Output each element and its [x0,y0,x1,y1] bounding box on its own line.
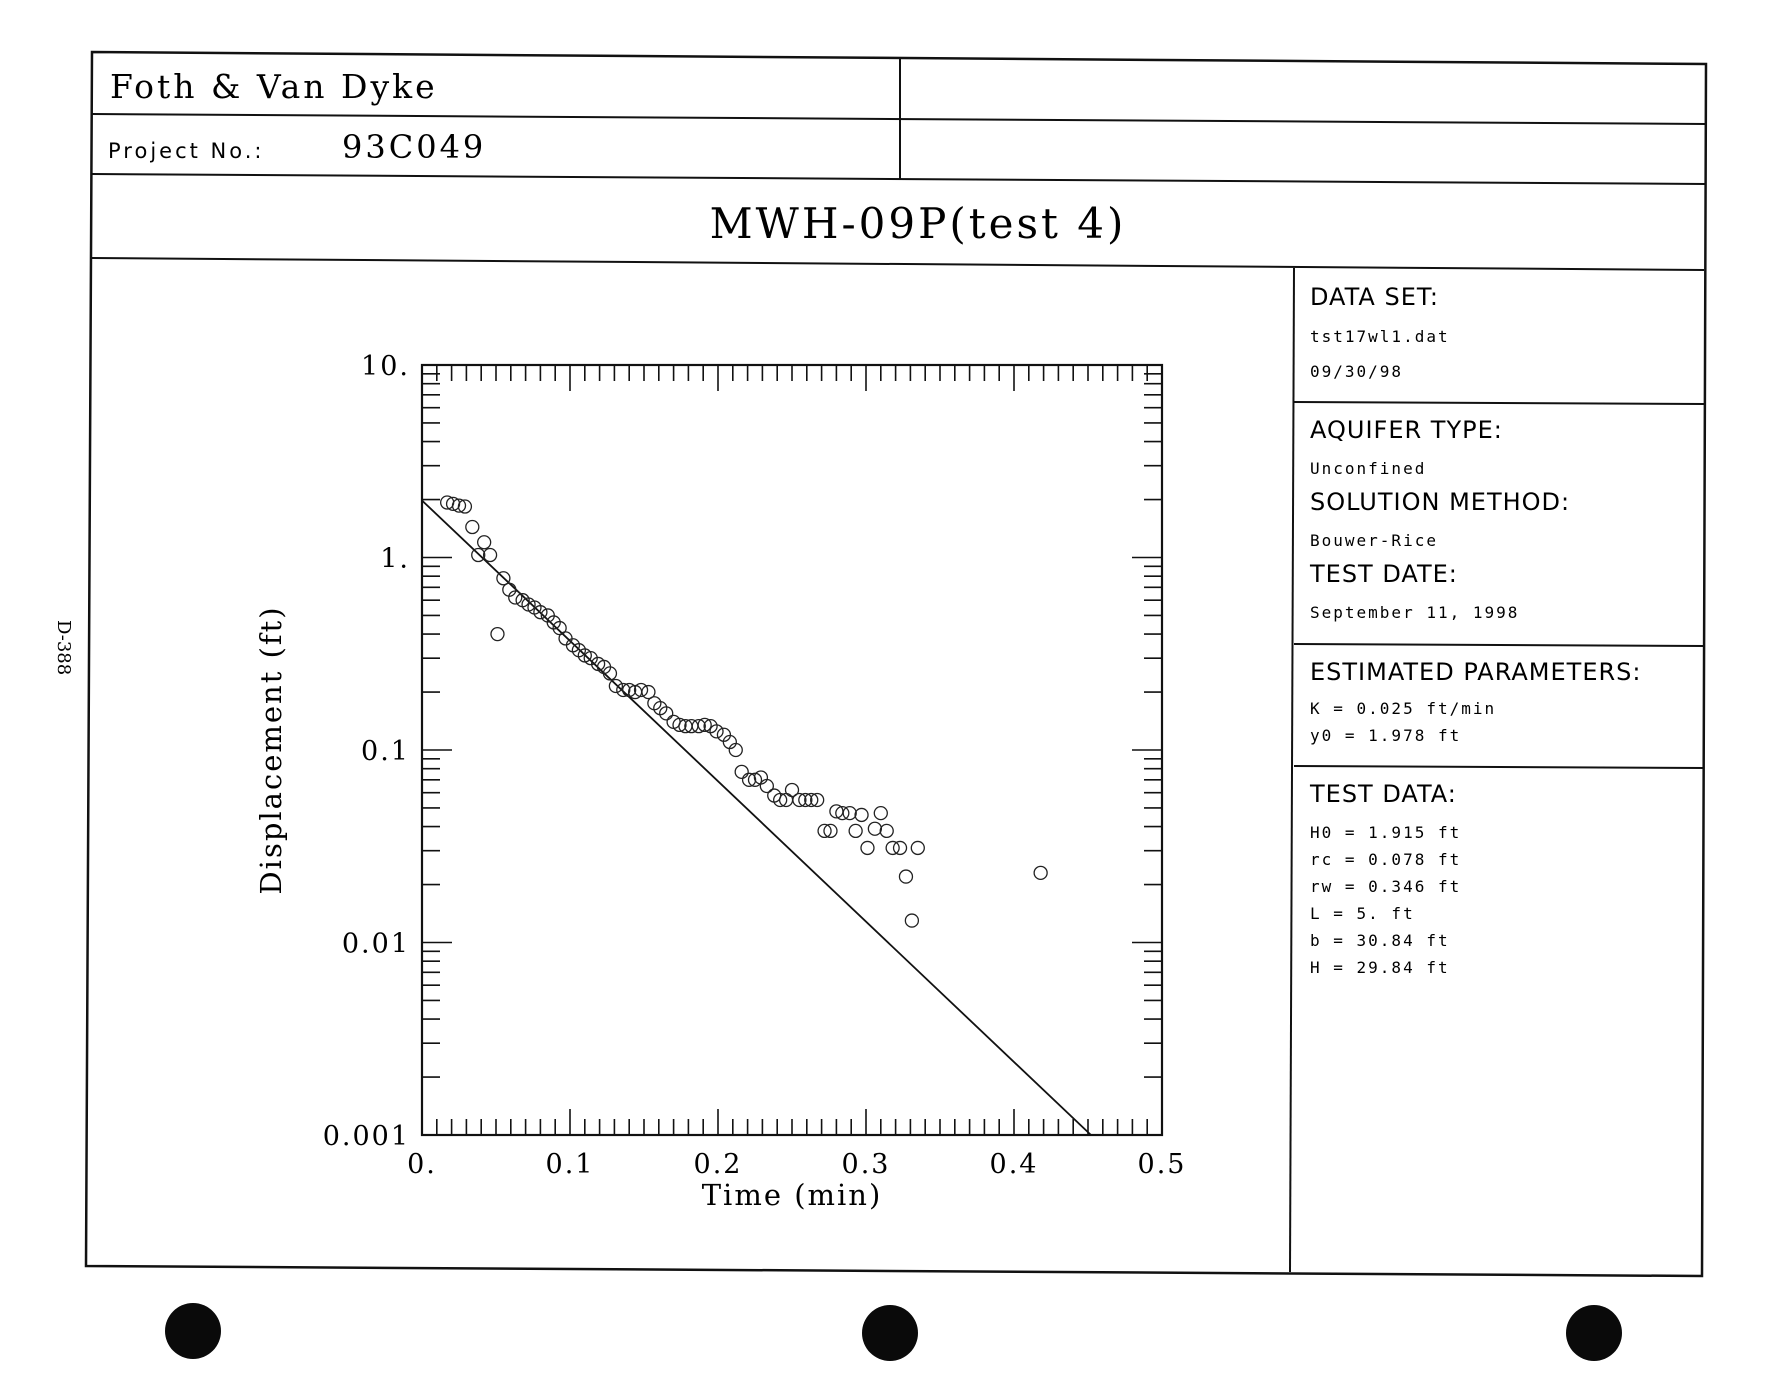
data-point [911,841,924,854]
data-point [894,841,907,854]
x-tick-label: 0. [407,1149,437,1180]
estimated-parameter-line: K = 0.025 ft/min [1310,699,1497,718]
test-data-line: b = 30.84 ft [1310,931,1450,950]
x-tick-label: 0.1 [545,1149,595,1180]
y-axis-label: Displacement (ft) [254,605,288,895]
panel-divider-1 [1294,402,1704,404]
panel-divider-3 [1294,766,1704,768]
project-number: 93C049 [342,128,487,166]
data-point [855,808,868,821]
data-point [478,536,491,549]
panel-left-border [1290,268,1294,1272]
data-point [466,521,479,534]
test-date-value: September 11, 1998 [1310,603,1520,622]
aquifer-type-value: Unconfined [1310,459,1427,478]
data-point [1034,866,1047,879]
data-point [735,765,748,778]
binder-hole-left [165,1303,221,1359]
company-name: Foth & Van Dyke [110,67,438,106]
data-point [880,824,893,837]
test-data-line: H0 = 1.915 ft [1310,823,1462,842]
axis-ticks [422,365,1162,1135]
test-date-heading: TEST DATE: [1310,560,1458,588]
displacement-chart [254,351,1186,1212]
axis-tick-labels [323,351,1187,1180]
data-point [484,549,497,562]
test-data-line: rw = 0.346 ft [1310,877,1462,896]
project-label: Project No.: [108,139,265,163]
fit-line [422,500,1091,1135]
data-point [609,680,622,693]
test-data-heading: TEST DATA: [1310,780,1457,808]
data-point [868,822,881,835]
plot-area [422,365,1162,1135]
aquifer-type-heading: AQUIFER TYPE: [1310,416,1503,444]
y-tick-label: 0.01 [341,928,410,960]
test-data-line: rc = 0.078 ft [1310,850,1462,869]
test-data-line: H = 29.84 ft [1310,958,1450,977]
x-tick-label: 0.2 [693,1149,743,1180]
binder-hole-center [862,1305,918,1361]
data-set-heading: DATA SET: [1310,283,1439,311]
y-tick-label: 0.1 [361,736,410,767]
y-tick-label: 0.001 [322,1121,410,1152]
data-point [849,824,862,837]
binder-hole-right [1566,1305,1622,1361]
x-axis-label: Time (min) [701,1178,883,1212]
data-point [899,870,912,883]
data-point [886,841,899,854]
data-points [441,496,1047,927]
data-point [491,628,504,641]
test-data-line: L = 5. ft [1310,904,1415,923]
side-label: D-388 [53,620,74,676]
data-set-file: tst17wl1.dat [1310,327,1450,346]
x-tick-label: 0.5 [1137,1149,1187,1180]
data-point [905,914,918,927]
data-set-date: 09/30/98 [1310,362,1404,381]
data-point [861,841,874,854]
solution-method-value: Bouwer-Rice [1310,531,1438,550]
solution-method-heading: SOLUTION METHOD: [1310,488,1571,516]
panel-divider-2 [1294,644,1704,646]
y-tick-label: 1. [380,543,410,575]
data-point [874,807,887,820]
estimated-parameter-line: y0 = 1.978 ft [1310,726,1462,745]
header-divider-3 [92,258,1704,270]
page-title: MWH-09P(test 4) [709,199,1127,248]
data-point [559,632,572,645]
data-point [843,807,856,820]
x-tick-label: 0.4 [989,1149,1039,1180]
estimated-parameters-heading: ESTIMATED PARAMETERS: [1310,658,1642,686]
x-tick-label: 0.3 [841,1149,891,1180]
y-tick-label: 10. [361,351,410,382]
